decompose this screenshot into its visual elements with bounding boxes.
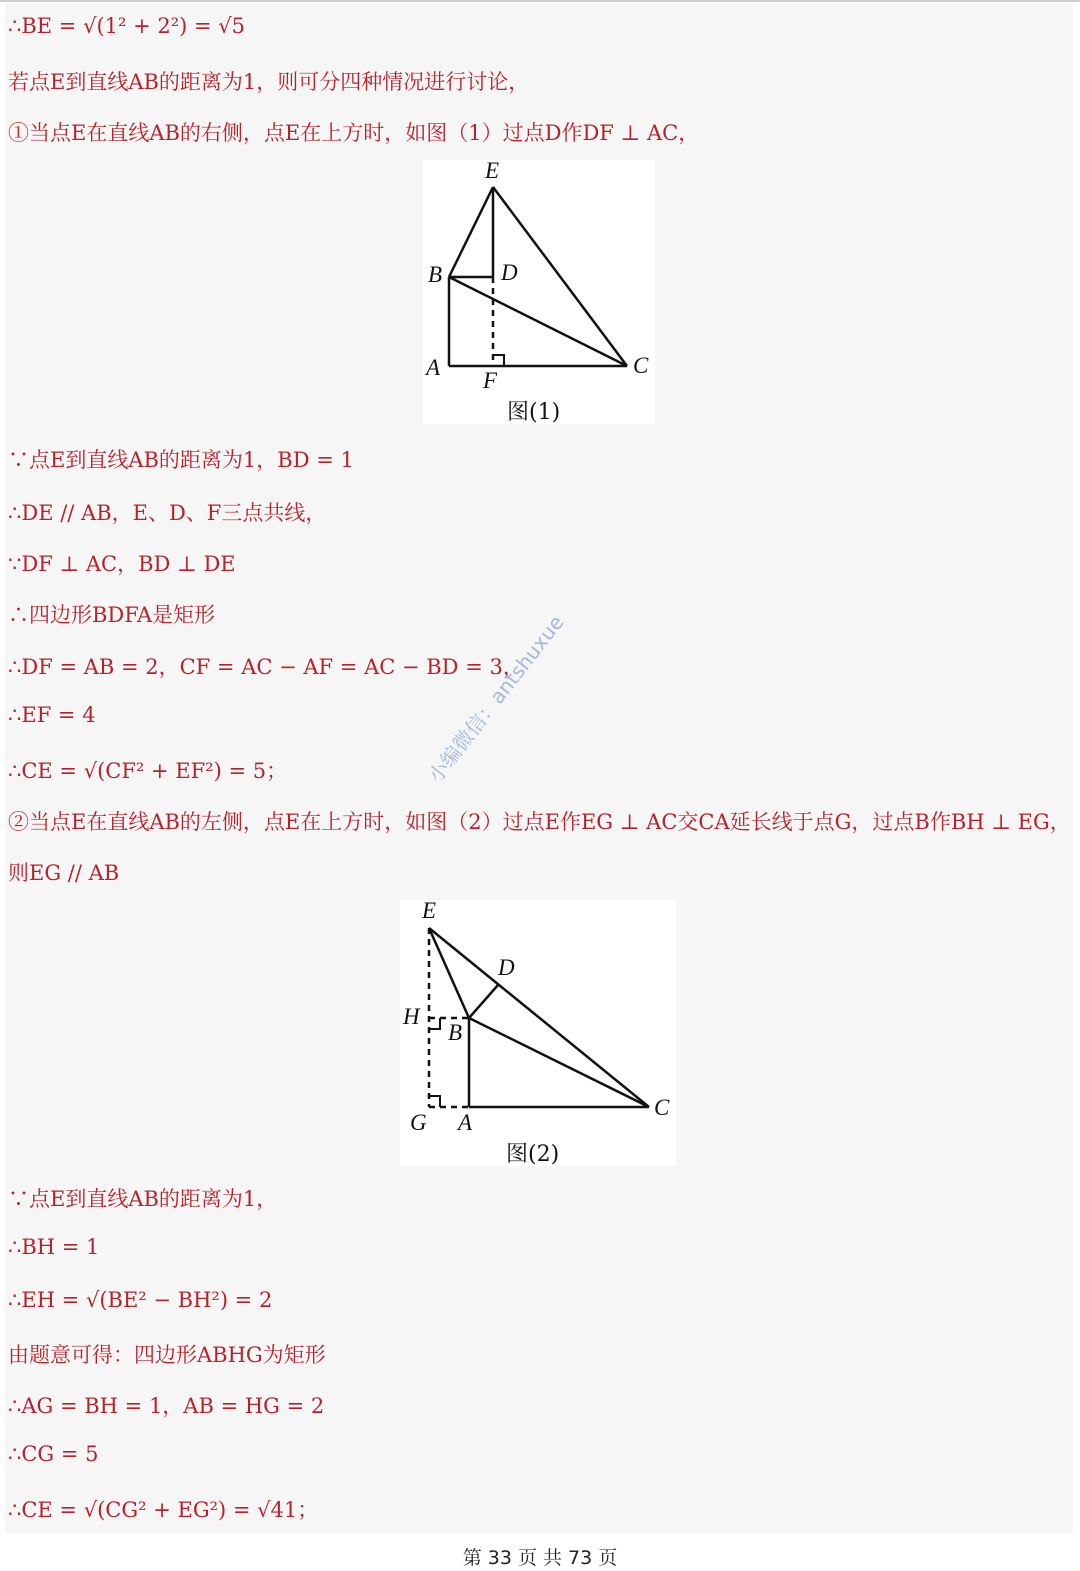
point-label-B: B [428, 262, 443, 287]
point-label-C: C [633, 353, 649, 378]
text-line-17: ∴AG = BH = 1，AB = HG = 2 [8, 1394, 325, 1418]
text-line-7: ∴四边形BDFA是矩形 [8, 603, 216, 627]
point-label-E: E [422, 898, 437, 923]
figure-1 [423, 160, 655, 424]
text-line-16: 由题意可得：四边形ABHG为矩形 [8, 1343, 326, 1367]
top-border [0, 0, 1080, 2]
point-label-D: D [501, 260, 518, 285]
text-line-10: ∴CE = √(CF² + EF²) = 5； [8, 759, 288, 783]
text-line-11: ②当点E在直线AB的左侧，点E在上方时，如图（2）过点E作EG ⊥ AC交CA延长线于点G，过点B作BH ⊥ EG， [8, 810, 1071, 834]
text-line-8: ∴DF = AB = 2，CF = AC − AF = AC − BD = 3， [8, 655, 524, 679]
watermark-text: 小编微信：antshuxue [423, 610, 569, 788]
point-label-B: B [448, 1020, 463, 1045]
point-label-A: A [458, 1110, 473, 1135]
text-line-1: ∴BE = √(1² + 2²) = √5 [8, 14, 246, 38]
text-line-18: ∴CG = 5 [8, 1442, 99, 1466]
point-label-H: H [403, 1004, 420, 1029]
text-line-3: ①当点E在直线AB的右侧，点E在上方时，如图（1）过点D作DF ⊥ AC， [8, 121, 700, 145]
text-line-4: ∵点E到直线AB的距离为1，BD = 1 [8, 448, 354, 472]
segment-BC [449, 277, 627, 366]
text-line-12: 则EG // AB [8, 861, 120, 885]
text-line-2: 若点E到直线AB的距离为1，则可分四种情况进行讨论， [8, 70, 530, 94]
text-line-6: ∵DF ⊥ AC，BD ⊥ DE [8, 552, 236, 576]
point-label-G: G [410, 1110, 427, 1135]
text-line-15: ∴EH = √(BE² − BH²) = 2 [8, 1288, 273, 1312]
right-angle-mark-F [493, 355, 504, 366]
figure-2-diagram [400, 900, 676, 1166]
figure-1-diagram [423, 160, 655, 424]
point-label-E: E [485, 158, 500, 183]
segment-EB [449, 187, 493, 277]
text-line-19: ∴CE = √(CG² + EG²) = √41； [8, 1498, 319, 1522]
text-line-9: ∴EF = 4 [8, 703, 96, 727]
page-footer: 第 33 页 共 73 页 [462, 1547, 618, 1569]
text-line-14: ∴BH = 1 [8, 1235, 100, 1259]
segment-BC [469, 1018, 649, 1107]
point-label-A: A [426, 355, 441, 380]
text-line-5: ∴DE // AB，E、D、F三点共线， [8, 501, 327, 525]
point-label-D: D [498, 955, 515, 980]
right-angle-mark-G [429, 1096, 440, 1107]
segment-EB [429, 928, 469, 1018]
point-label-C: C [654, 1095, 670, 1120]
figure-2-caption: 图(2) [506, 1142, 560, 1167]
segment-BD [469, 985, 498, 1018]
point-label-F: F [483, 368, 498, 393]
figure-2 [400, 900, 676, 1166]
figure-1-caption: 图(1) [507, 400, 561, 425]
right-angle-mark-H [429, 1018, 440, 1029]
text-line-13: ∵点E到直线AB的距离为1， [8, 1187, 278, 1211]
